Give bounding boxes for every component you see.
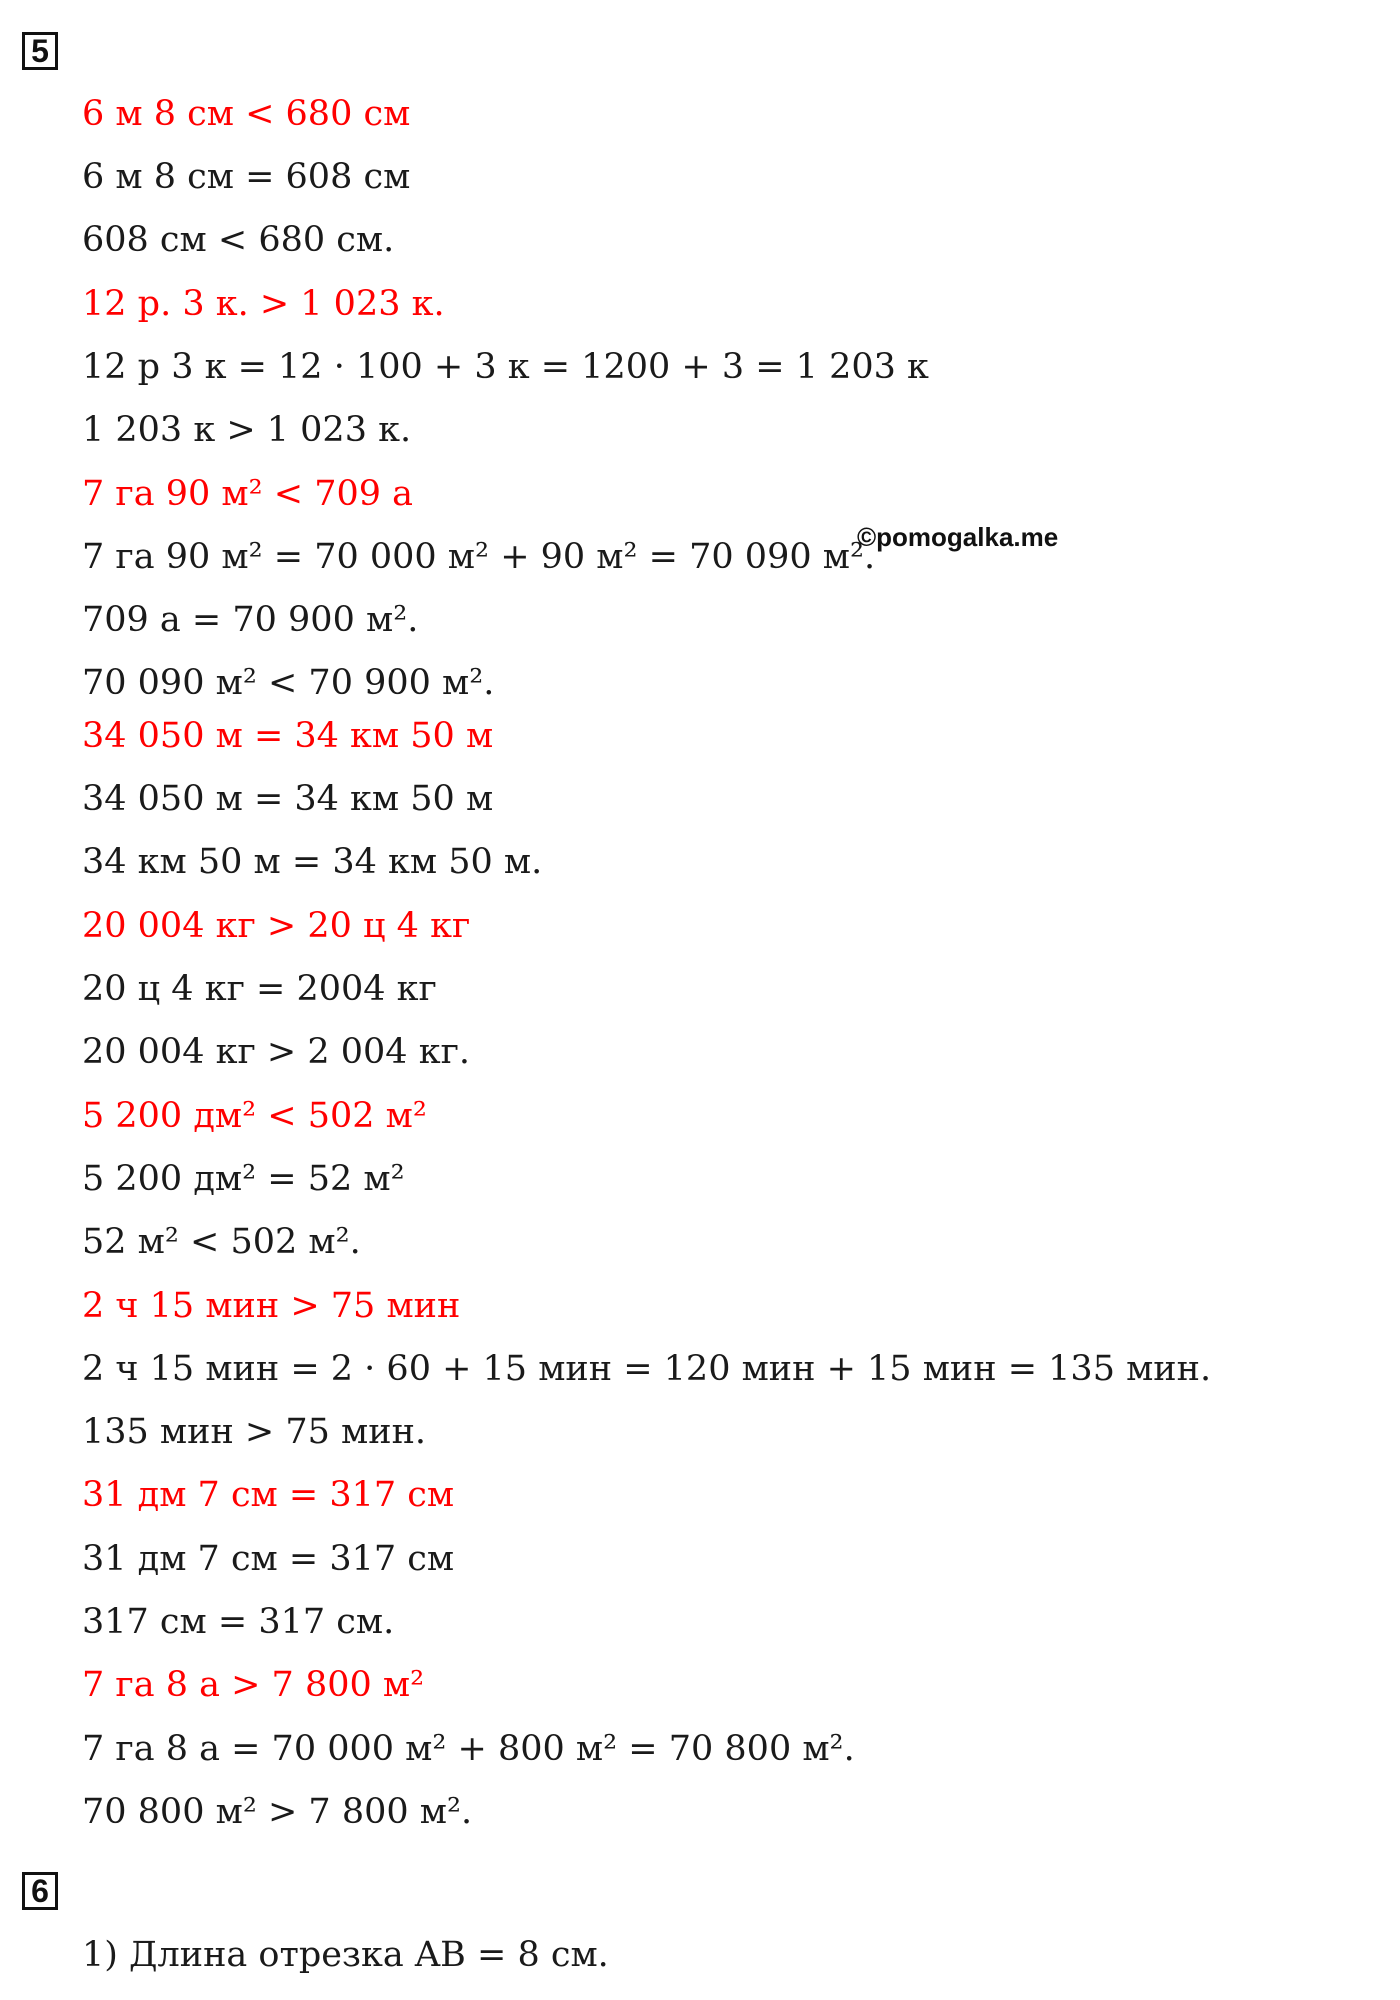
answer-line: 2 ч 15 мин > 75 мин <box>82 1286 461 1326</box>
task-6-number: 6 <box>22 1872 58 1910</box>
work-line: 31 дм 7 см = 317 см <box>82 1539 455 1579</box>
work-line: 2 ч 15 мин = 2 · 60 + 15 мин = 120 мин + 15 мин = 135 мин. <box>82 1349 1212 1389</box>
work-line: 12 р 3 к = 12 · 100 + 3 к = 1200 + 3 = 1 203 к <box>82 347 929 387</box>
work-line: 1 203 к > 1 023 к. <box>82 410 412 450</box>
work-line: 34 км 50 м = 34 км 50 м. <box>82 842 543 882</box>
work-line: 7 га 90 м² = 70 000 м² + 90 м² = 70 090 м². <box>82 537 876 577</box>
watermark: ©pomogalka.me <box>857 522 1059 552</box>
work-line: 6 м 8 см = 608 см <box>82 157 411 197</box>
work-line: 20 ц 4 кг = 2004 кг <box>82 969 437 1009</box>
answer-line: 34 050 м = 34 км 50 м <box>82 716 494 756</box>
answer-line: 7 га 8 а > 7 800 м² <box>82 1665 425 1705</box>
work-line: 7 га 8 а = 70 000 м² + 800 м² = 70 800 м². <box>82 1729 855 1769</box>
task-5-number: 5 <box>22 32 58 70</box>
answer-line: 5 200 дм² < 502 м² <box>82 1096 427 1136</box>
work-line: 70 090 м² < 70 900 м². <box>82 663 495 703</box>
answer-line: 31 дм 7 см = 317 см <box>82 1475 455 1515</box>
work-line: 317 см = 317 см. <box>82 1602 395 1642</box>
work-line: 5 200 дм² = 52 м² <box>82 1159 405 1199</box>
answer-line: 7 га 90 м² < 709 а <box>82 474 414 514</box>
answer-line: 6 м 8 см < 680 см <box>82 94 411 134</box>
work-line: 709 а = 70 900 м². <box>82 600 419 640</box>
work-line: 608 см < 680 см. <box>82 220 395 260</box>
answer-line: 12 р. 3 к. > 1 023 к. <box>82 284 445 324</box>
work-line: 52 м² < 502 м². <box>82 1222 361 1262</box>
answer-line: 20 004 кг > 20 ц 4 кг <box>82 906 471 946</box>
work-line: 20 004 кг > 2 004 кг. <box>82 1032 471 1072</box>
work-line: 34 050 м = 34 км 50 м <box>82 779 494 819</box>
work-line: 1) Длина отрезка AB = 8 см. <box>82 1935 609 1975</box>
work-line: 70 800 м² > 7 800 м². <box>82 1792 473 1832</box>
work-line: 135 мин > 75 мин. <box>82 1412 427 1452</box>
